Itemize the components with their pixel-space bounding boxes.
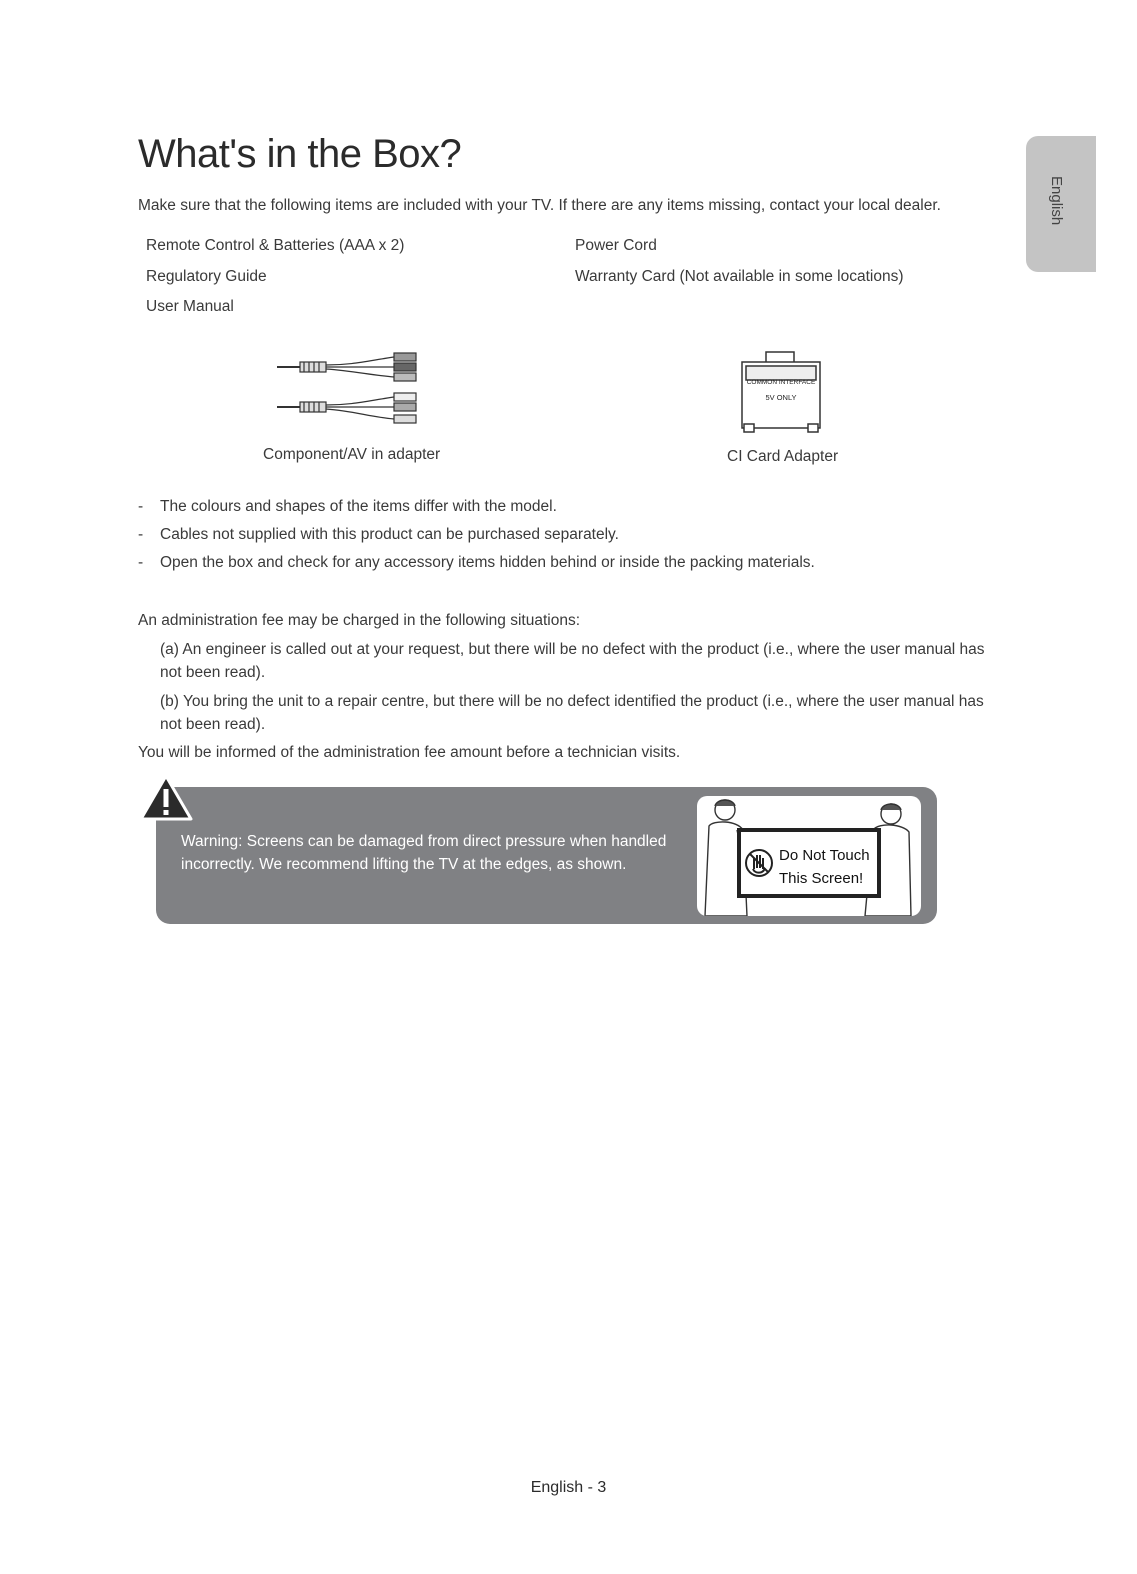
list-item: Regulatory Guide [146, 268, 267, 285]
language-tab-label: English [1048, 176, 1065, 226]
component-av-adapter-illustration [272, 345, 432, 435]
admin-case-b: (b) You bring the unit to a repair centre, but there will be no defect identified the product (i.e., where the user manual has not been read). [160, 693, 984, 733]
note-item: - Cables not supplied with this product can be purchased separately. [138, 526, 619, 543]
admin-intro: An administration fee may be charged in the following situations: [138, 612, 580, 629]
ci-card-caption: CI Card Adapter [727, 448, 839, 465]
ci-label-line1: COMMON INTERFACE [746, 379, 816, 386]
admin-case-a: (a) An engineer is called out at your request, but there will be no defect with the product (i.e., where the user manual has not been read). [160, 641, 985, 681]
note-item: - The colours and shapes of the items differ with the model. [138, 498, 557, 515]
note-item: - Open the box and check for any accessory items hidden behind or inside the packing materials. [138, 554, 815, 571]
page-title: What's in the Box? [138, 132, 462, 176]
ci-label-line2: 5V ONLY [765, 393, 797, 402]
tv-handling-illustration [697, 796, 921, 916]
sign-line1: Do Not Touch [779, 847, 870, 864]
language-tab [1026, 136, 1096, 272]
list-item: Remote Control & Batteries (AAA x 2) [146, 237, 405, 254]
list-item: Power Cord [575, 237, 657, 254]
warning-icon [138, 773, 194, 823]
warning-body: Screens can be damaged from direct pressure when handled incorrectly. We recommend lifting the TV at the edges, as shown. [181, 833, 667, 873]
admin-outro: You will be informed of the administration fee amount before a technician visits. [138, 744, 681, 761]
sign-line2: This Screen! [779, 870, 864, 887]
warning-label: Warning: [181, 833, 243, 850]
intro-text: Make sure that the following items are included with your TV. If there are any items missing, contact your local dealer. [138, 197, 941, 214]
warning-text [181, 830, 681, 876]
ci-card-adapter-illustration [736, 348, 826, 434]
page-footer: English - 3 [530, 1479, 607, 1496]
component-adapter-caption: Component/AV in adapter [263, 446, 441, 463]
list-item: User Manual [146, 298, 234, 315]
list-item: Warranty Card (Not available in some locations) [575, 268, 904, 285]
